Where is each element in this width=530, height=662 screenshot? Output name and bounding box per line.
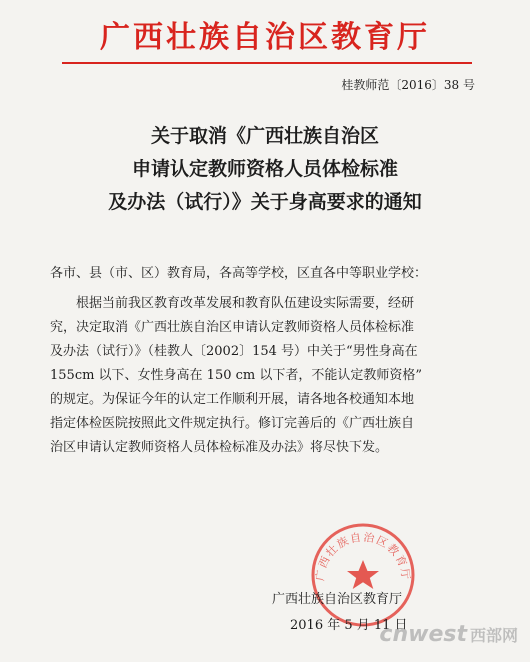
body-paragraph — [50, 292, 480, 460]
title-line: 及办法（试行）》关于身高要求的通知 — [108, 191, 422, 213]
body-line: 治区申请认定教师资格人员体检标准及办法》将尽快下发。 — [50, 440, 389, 455]
signature-date: 2016 年 5 月 11 日 — [290, 618, 408, 633]
signature-organization: 广西壮族自治区教育厅 — [272, 592, 403, 607]
body-line: 及办法（试行）》（桂教人〔2002〕154 号）中关于“男性身高在 — [50, 344, 418, 359]
recipient-line: 各市、县（市、区）教育局，各高等学校，区直各中等职业学校： — [50, 266, 428, 281]
issuing-organization-header: 广西壮族自治区教育厅 — [100, 20, 430, 55]
watermark — [379, 622, 518, 647]
body-line: 155cm 以下、女性身高在 150 cm 以下者，不能认定教师资格” — [50, 368, 423, 383]
watermark-latin: cnwest — [379, 622, 467, 647]
body-line: 指定体检医院按照此文件规定执行。修订完善后的《广西壮族自 — [50, 416, 415, 431]
document-number: 桂教师范〔2016〕38 号 — [341, 78, 475, 92]
seal-text: 广西壮族自治区教育厅 — [313, 530, 413, 582]
watermark-cn: 西部网 — [469, 626, 518, 645]
body-line: 究，决定取消《广西壮族自治区申请认定教师资格人员体检标准 — [50, 320, 415, 335]
body-line: 的规定。为保证今年的认定工作顺利开展，请各地各校通知本地 — [50, 392, 415, 407]
document-title — [0, 120, 530, 219]
body-line: 根据当前我区教育改革发展和教育队伍建设实际需要，经研 — [76, 296, 415, 311]
star-icon — [347, 560, 379, 589]
title-line: 申请认定教师资格人员体检标准 — [131, 158, 398, 180]
title-line: 关于取消《广西壮族自治区 — [150, 125, 379, 147]
red-header-rule — [62, 62, 472, 64]
